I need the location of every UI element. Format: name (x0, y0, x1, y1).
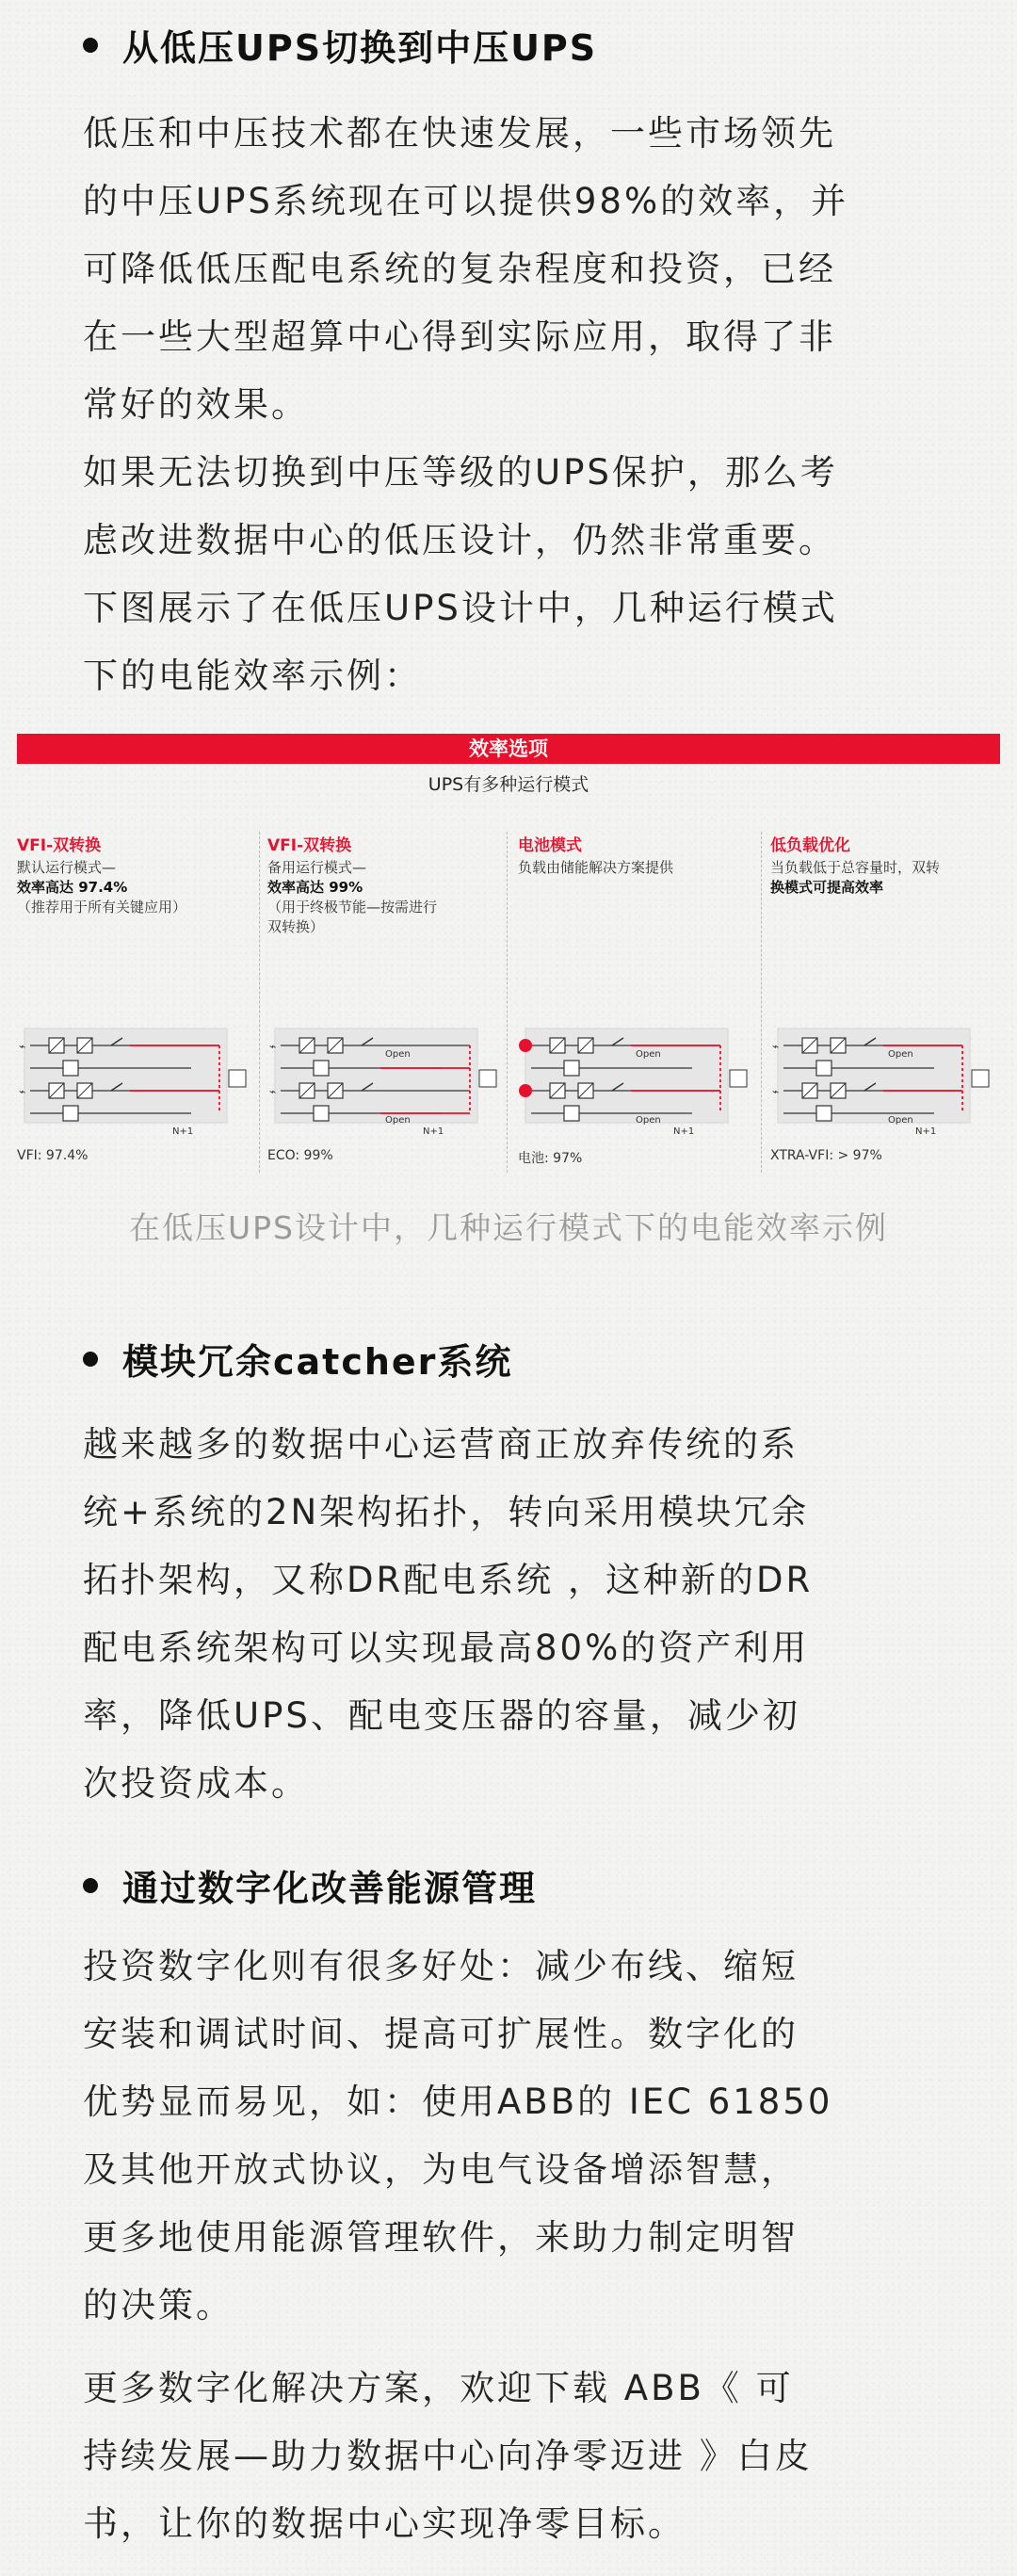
text-line: 下图展示了在低压UPS设计中，几种运行模式 (83, 588, 838, 628)
section-heading (83, 1859, 537, 1911)
open-label: Open (636, 1049, 661, 1060)
text-line: 持续发展—助力数据中心向净零迈进 》白皮 (83, 2436, 813, 2476)
panel-desc-line: 当负载低于总容量时，双转 (770, 859, 941, 876)
battery-box (314, 1061, 329, 1076)
redundancy-label: N+1 (915, 1126, 937, 1137)
text-line: 更多数字化解决方案，欢迎下载 ABB《 可 (83, 2368, 794, 2408)
section-paragraph (83, 1933, 832, 2340)
grid-source-icon: ⌁ (19, 1040, 26, 1053)
text-line: 更多地使用能源管理软件，来助力制定明智 (83, 2217, 799, 2258)
text-line: 在一些大型超算中心得到实际应用，取得了非 (83, 316, 836, 357)
bullet-icon (83, 38, 98, 53)
open-label: Open (888, 1049, 913, 1060)
panel-description (518, 858, 673, 878)
grid-source-icon: ⌁ (772, 1085, 780, 1098)
text-line: 低压和中压技术都在快速发展，一些市场领先 (83, 113, 836, 154)
section-paragraph (83, 100, 848, 710)
panel-efficiency: XTRA-VFI: > 97% (770, 1148, 882, 1163)
redundancy-label: N+1 (673, 1126, 695, 1137)
section-heading (83, 1333, 512, 1385)
ups-circuit-diagram (770, 1025, 1000, 1138)
panel-title: VFI-双转换 (267, 836, 352, 855)
text-line: 安装和调试时间、提高可扩展性。数字化的 (83, 2014, 799, 2054)
text-line: 下的电能效率示例： (83, 656, 422, 696)
text-line: 的决策。 (83, 2285, 234, 2325)
section-title: 模块冗余catcher系统 (122, 1341, 513, 1383)
section-paragraph (83, 1411, 813, 1818)
battery-box (63, 1061, 78, 1076)
bullet-icon (83, 1878, 98, 1893)
grid-source-icon: ⌁ (269, 1040, 277, 1053)
battery-box (314, 1106, 329, 1121)
panel-efficiency: 电池: 97% (518, 1151, 583, 1166)
text-line: 统+系统的2N架构拓扑，转向采用模块冗余 (83, 1492, 810, 1532)
figure-banner: 效率选项 (17, 734, 1000, 764)
panel-divider (259, 832, 260, 1173)
efficiency-figure (17, 730, 1000, 1182)
load-rack-icon (972, 1070, 989, 1087)
open-label: Open (385, 1115, 411, 1126)
text-line: 次投资成本。 (83, 1763, 309, 1804)
text-line: 常好的效果。 (83, 384, 309, 425)
battery-source-icon (519, 1039, 532, 1052)
text-line: 可降低低压配电系统的复杂程度和投资，已经 (83, 249, 836, 289)
panel-desc-line: 备用运行模式— (267, 859, 367, 876)
battery-box (816, 1106, 831, 1121)
text-line: 的中压UPS系统现在可以提供98%的效率，并 (83, 181, 849, 221)
text-line: 拓扑架构，又称DR配电系统 ，这种新的DR (83, 1560, 814, 1600)
ups-circuit-diagram (17, 1025, 257, 1138)
panel-title: VFI-双转换 (17, 836, 102, 855)
battery-box (816, 1061, 831, 1076)
load-rack-icon (730, 1070, 747, 1087)
panel-efficiency: ECO: 99% (267, 1148, 333, 1163)
open-label: Open (385, 1049, 411, 1060)
text-line: 优势显而易见，如：使用ABB的 IEC 61850 (83, 2082, 833, 2122)
section-heading (83, 19, 597, 71)
text-line: 越来越多的数据中心运营商正放弃传统的系 (83, 1424, 799, 1465)
section-title: 通过数字化改善能源管理 (122, 1868, 538, 1909)
panel-desc-line: 效率高达 99% (267, 879, 363, 896)
panel-desc-line: 双转换） (267, 918, 325, 935)
open-label: Open (636, 1115, 661, 1126)
figure-caption: 在低压UPS设计中，几种运行模式下的电能效率示例 (128, 1209, 888, 1246)
panel-title: 电池模式 (518, 836, 582, 855)
panel-desc-line: （推荐用于所有关键应用） (17, 899, 187, 915)
redundancy-label: N+1 (172, 1126, 194, 1137)
battery-box (564, 1061, 579, 1076)
panel-description (17, 858, 186, 917)
panel-desc-line: 换模式可提高效率 (770, 879, 884, 896)
figure-subtitle: UPS有多种运行模式 (428, 774, 589, 795)
grid-source-icon: ⌁ (269, 1085, 277, 1098)
battery-box (564, 1106, 579, 1121)
panel-desc-line: 效率高达 97.4% (17, 879, 128, 896)
battery-box (63, 1106, 78, 1121)
text-line: 虑改进数据中心的低压设计，仍然非常重要。 (83, 520, 836, 560)
grid-source-icon: ⌁ (772, 1040, 780, 1053)
panel-divider (761, 832, 762, 1173)
text-line: 及其他开放式协议，为电气设备增添智慧， (83, 2149, 799, 2190)
panel-desc-line: （用于终极节能—按需进行 (267, 899, 438, 915)
panel-desc-line: 负载由储能解决方案提供 (518, 859, 674, 876)
load-rack-icon (229, 1070, 246, 1087)
text-line: 配电系统架构可以实现最高80%的资产利用 (83, 1628, 810, 1668)
mode-panel-vfi (17, 832, 257, 1171)
panel-desc-line: 默认运行模式— (17, 859, 117, 876)
mode-panel-battery (518, 832, 758, 1171)
mode-panel-eco (267, 832, 508, 1171)
bullet-icon (83, 1352, 98, 1367)
text-line: 书，让你的数据中心实现净零目标。 (83, 2503, 686, 2544)
panel-title: 低负载优化 (770, 836, 850, 855)
panel-efficiency: VFI: 97.4% (17, 1148, 89, 1163)
battery-source-icon (519, 1084, 532, 1097)
open-label: Open (888, 1115, 913, 1126)
section-paragraph (83, 2355, 813, 2558)
panel-description (770, 858, 940, 898)
text-line: 率，降低UPS、配电变压器的容量，减少初 (83, 1695, 800, 1736)
load-rack-icon (479, 1070, 496, 1087)
ups-circuit-diagram (518, 1025, 758, 1138)
text-line: 如果无法切换到中压等级的UPS保护，那么考 (83, 452, 838, 493)
panel-divider (507, 832, 508, 1173)
redundancy-label: N+1 (423, 1126, 444, 1137)
section-title: 从低压UPS切换到中压UPS (122, 27, 598, 69)
text-line: 投资数字化则有很多好处：减少布线、缩短 (83, 1946, 799, 1986)
mode-panel-xtra-vfi (770, 832, 1010, 1171)
grid-source-icon: ⌁ (19, 1085, 26, 1098)
ups-circuit-diagram (267, 1025, 508, 1138)
panel-description (267, 858, 437, 937)
